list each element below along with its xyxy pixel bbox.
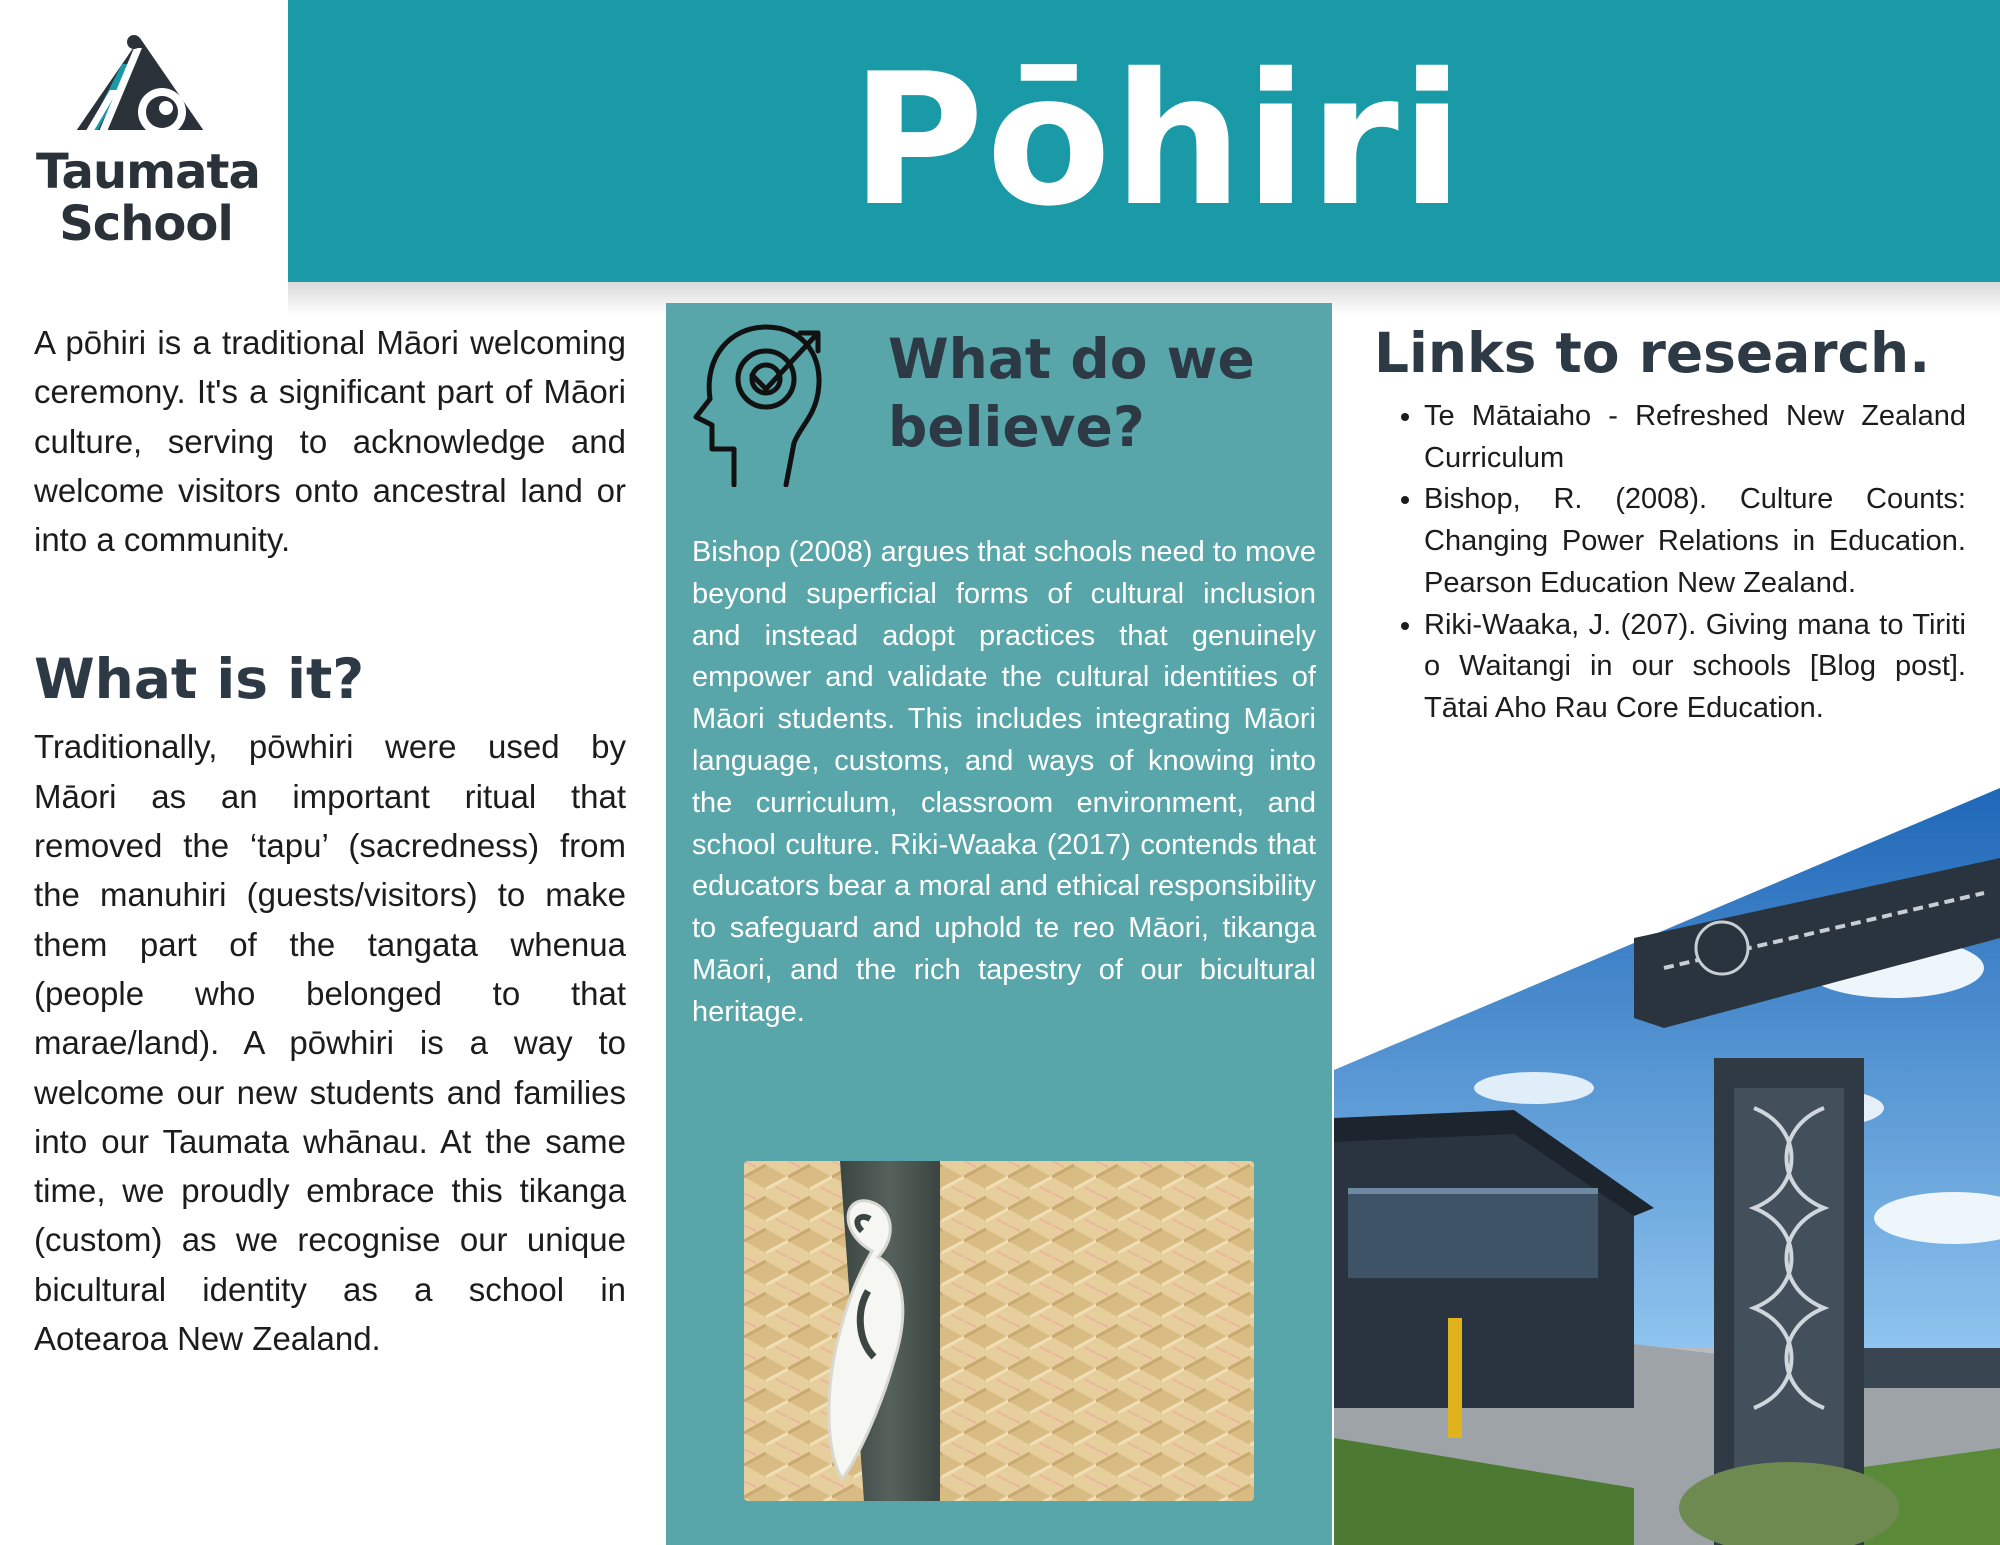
intro-paragraph: A pōhiri is a traditional Māori welcoming ceremony. It's a significant part of Māori culture, serving to acknowledge and welcome visitors onto ancestral land or into a community.	[34, 324, 626, 559]
what-is-it-paragraph: Traditionally, pōwhiri were used by Māori as an important ritual that removed the ‘tapu’ (sacredness) from the manuhiri (guests/visitors) to make them part of the tangata whenua (people who belonged to that marae/land). A pōwhiri is a way to welcome our new students and families into our Taumata whānau. At the same time, we proudly embrace this tikanga (custom) as we recognise our unique bicultural identity as a school in Aotearoa New Zealand.	[34, 728, 626, 1358]
beliefs-panel	[666, 303, 1332, 1545]
carved-gateway-icon	[1334, 788, 2000, 1545]
taumata-mountain-icon	[70, 34, 210, 138]
what-is-it-heading: What is it?	[34, 647, 365, 712]
research-item: • Bishop, R. (2008). Culture Counts: Changing Power Relations in Education. Pearson Education New Zealand.	[1424, 479, 1966, 604]
logo-wordmark	[36, 144, 260, 252]
hei-matau-pendant-icon	[744, 1161, 1254, 1501]
school-entrance-photo	[1334, 788, 2000, 1545]
research-list	[1374, 396, 1966, 730]
right-column	[1374, 318, 1966, 730]
research-heading: Links to research.	[1374, 321, 1931, 385]
research-item: • Te Mātaiaho - Refreshed New Zealand Curriculum	[1424, 396, 1966, 479]
logo-line-1: Taumata	[36, 144, 260, 200]
title-banner	[288, 0, 2000, 282]
beliefs-paragraph: Bishop (2008) argues that schools need to move beyond superficial forms of cultural inclusion and instead adopt practices that genuinely empower and validate the cultural identities of Māori students. This includes integrating Māori language, customs, and ways of knowing into the curriculum, classroom environment, and school culture. Riki-Waaka (2017) contends that educators bear a moral and ethical responsibility to safeguard and uphold te reo Māori, tikanga Māori, and the rich tapestry of our bicultural heritage.	[692, 536, 1316, 1028]
woven-mat-pendant-image	[744, 1161, 1254, 1501]
head-checkmark-icon	[690, 317, 830, 487]
logo-line-2: School	[59, 196, 233, 252]
left-column	[34, 318, 626, 1363]
research-item: • Riki-Waaka, J. (207). Giving mana to Tiriti o Waitangi in our schools [Blog post]. Tātai Aho Rau Core Education.	[1424, 605, 1966, 730]
page-title: Pōhiri	[850, 34, 1466, 246]
beliefs-heading: What do we believe?	[888, 327, 1255, 459]
school-logo	[0, 0, 288, 288]
